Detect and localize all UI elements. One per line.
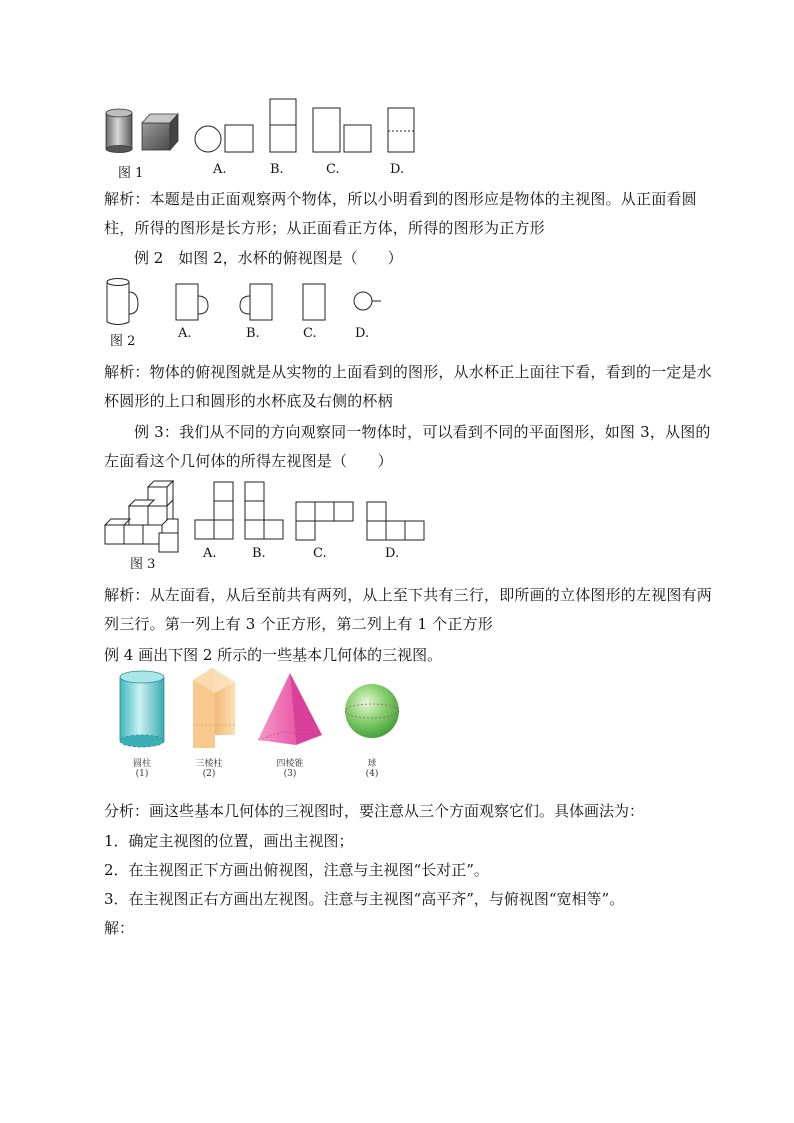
solid-4-name: 球	[367, 759, 377, 769]
step-2: 2．在主视图正下方画出俯视图，注意与主视图“长对正”。	[104, 861, 489, 879]
solid-2-name: 三棱柱	[195, 759, 223, 769]
figure-3-option-c: C.	[313, 546, 327, 561]
figure-1-option-d: D.	[390, 162, 405, 177]
figure-2-option-a: A.	[178, 326, 192, 341]
figure-3-option-b: B.	[252, 546, 266, 561]
figure-2-caption: 图 2	[110, 334, 136, 349]
figure-1-option-a: A.	[213, 162, 227, 177]
analysis-4: 分析：画这些基本几何体的三视图时，要注意从三个方面观察它们。具体画法为：	[104, 802, 645, 820]
figure-2-option-b: B.	[246, 326, 260, 341]
figure-3-caption: 图 3	[130, 557, 156, 572]
figure-1-caption: 图 1	[118, 166, 144, 181]
solid-3-number: (3)	[283, 769, 297, 779]
analysis-1: 解析：本题是由正面观察两个物体，所以小明看到的图形应是物体的主视图。从正面看圆柱，所得的图形是长方形；从正面看正方体，所得的图形为正方形	[104, 190, 697, 237]
solution-label: 解：	[104, 919, 135, 937]
figure-2-option-c: C.	[303, 326, 317, 341]
analysis-3: 解析：从左面看，从后至前共有两列，从上至下共有三行，即所画的立体图形的左视图有两列三行。第一列上有 3 个正方形，第二列上有 1 个正方形	[104, 586, 713, 633]
figure-3-option-d: D.	[385, 546, 400, 561]
analysis-2: 解析：物体的俯视图就是从实物的上面看到的图形，从水杯正上面往下看，看到的一定是水杯圆形的上口和圆形的水杯底及右侧的杯柄	[104, 363, 713, 410]
figure-1-option-c: C.	[326, 162, 340, 177]
example-2-question: 例 2 如图 2，水杯的俯视图是（ ）	[134, 249, 403, 267]
step-3: 3．在主视图正右方画出左视图。注意与主视图“高平齐”，与俯视图“宽相等”。	[104, 890, 625, 908]
step-1: 1．确定主视图的位置，画出主视图；	[104, 832, 354, 850]
solid-1-name: 圆柱	[132, 759, 151, 769]
figure-3-option-a: A.	[203, 546, 217, 561]
sphere-solid	[345, 684, 399, 738]
solid-3-name: 四棱锥	[276, 759, 304, 769]
figure-2-option-d: D.	[355, 326, 370, 341]
cylinder-solid	[120, 671, 164, 747]
solid-2-number: (2)	[202, 769, 216, 779]
figure-1-option-b: B.	[270, 162, 284, 177]
square-pyramid-solid	[258, 673, 322, 745]
example-3-question: 例 3：我们从不同的方向观察同一物体时，可以看到不同的平面图形，如图 3，从图的左面看这个几何体的所得左视图是（ ）	[104, 423, 711, 470]
solid-1-number: (1)	[135, 769, 149, 779]
triangular-prism-solid	[193, 668, 235, 748]
solid-4-number: (4)	[365, 769, 379, 779]
example-4-question: 例 4 画出下图 2 所示的一些基本几何体的三视图。	[104, 646, 443, 664]
